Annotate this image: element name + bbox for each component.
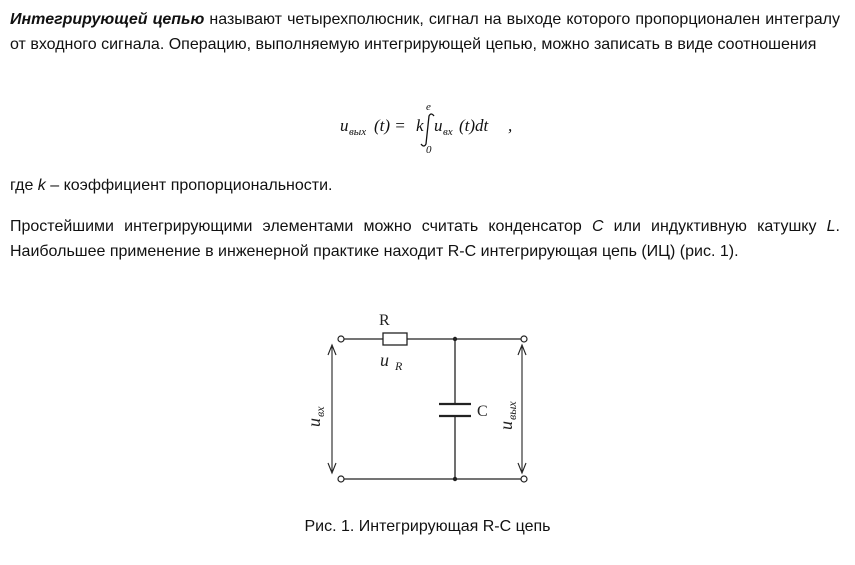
label-uout-sub: вых <box>505 401 519 420</box>
terminal-out-top <box>521 336 527 342</box>
coef-pre: где <box>10 177 38 194</box>
label-uout-u: u <box>496 421 516 430</box>
formula-lhs-u: u <box>340 116 349 135</box>
terminal-in-top <box>338 336 344 342</box>
junction-bottom <box>453 477 457 481</box>
term-integrating-circuit: Интегрирующей цепью <box>10 11 205 28</box>
var-inductor: L <box>826 218 836 235</box>
formula-rhs-u: u <box>434 116 443 135</box>
label-uin-sub: вх <box>313 406 327 417</box>
elements-part1: Простейшими интегрирующими элементами можно считать конденсатор <box>10 218 592 235</box>
label-capacitor: C <box>477 403 488 420</box>
intro-text: называют четырехполюсник, сигнал на выходе которого пропорционален интегралу от входного сигнала. Операцию, выполняемую интегрирующей цепью, можно записать в виде соотношения <box>10 11 840 53</box>
elements-part3: . Наибольшее применение в инженерной практике находит R-C интегрирующая цепь (ИЦ) (рис. 1). <box>10 218 840 260</box>
formula-upper-limit: e <box>426 101 431 113</box>
junction-top <box>453 337 457 341</box>
formula-rhs-sub: вх <box>443 126 453 138</box>
label-uin-u: u <box>304 418 324 427</box>
formula-tail: , <box>508 116 513 135</box>
formula-coef: k <box>416 116 424 135</box>
intro-paragraph <box>10 7 840 57</box>
coef-var: k <box>37 177 46 194</box>
label-ur-u: u <box>380 350 389 370</box>
elements-part2: или индуктивную катушку <box>603 218 827 235</box>
terminal-out-bottom <box>521 476 527 482</box>
label-ur-sub: R <box>395 359 403 373</box>
formula-lhs-sub: вых <box>349 126 367 138</box>
coef-post: – коэффициент пропорциональности. <box>45 177 333 194</box>
figure-caption: Рис. 1. Интегрирующая R-C цепь <box>304 518 551 535</box>
integral-formula <box>330 98 570 158</box>
rc-circuit-diagram <box>300 300 560 500</box>
label-resistor: R <box>379 312 390 329</box>
formula-rhs-arg: (t)dt <box>459 116 489 135</box>
formula-lower-limit: 0 <box>426 144 432 156</box>
formula-lhs-arg: (t) = <box>374 116 406 135</box>
elements-paragraph <box>10 214 840 264</box>
terminal-in-bottom <box>338 476 344 482</box>
var-capacitor: C <box>591 218 604 235</box>
coefficient-paragraph <box>10 173 840 198</box>
resistor <box>383 333 407 345</box>
